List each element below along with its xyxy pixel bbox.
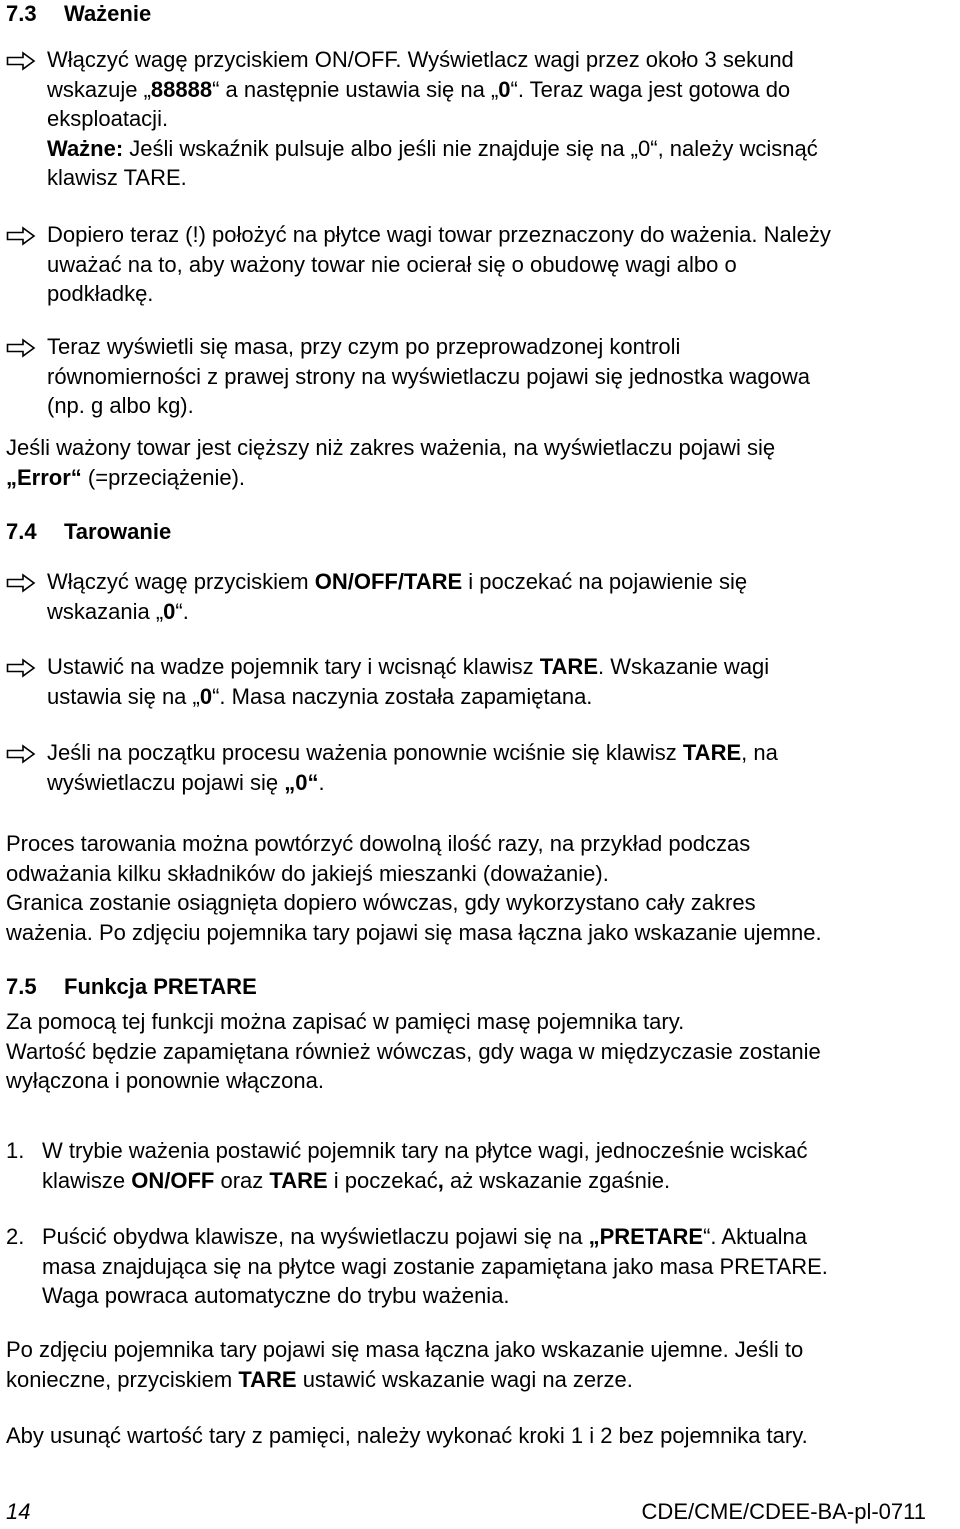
list-item-step-1 bbox=[0, 1136, 960, 1196]
arrow-bullet-icon bbox=[6, 744, 36, 764]
bullet-mass-display bbox=[6, 332, 960, 422]
text-line: W trybie ważenia postawić pojemnik tary na płytce wagi, jednocześnie wciskać bbox=[42, 1138, 808, 1163]
section-number: 7.5 bbox=[6, 974, 37, 999]
list-number: 2. bbox=[6, 1224, 25, 1249]
section-heading-7-3 bbox=[6, 0, 960, 28]
text-line: wyświetlaczu pojawi się „0“. bbox=[47, 769, 325, 795]
section-number: 7.4 bbox=[6, 519, 37, 544]
text-line: klawisze ON/OFF oraz TARE i poczekać, aż wskazanie zgaśnie. bbox=[42, 1167, 671, 1193]
arrow-bullet-icon bbox=[6, 226, 36, 246]
text-line: Dopiero teraz (!) położyć na płytce wagi towar przeznaczony do ważenia. Należy bbox=[47, 222, 831, 247]
text-line: „Error“ (=przeciążenie). bbox=[6, 464, 246, 490]
bullet-power-tare bbox=[6, 567, 960, 627]
text-line: Waga powraca automatyczne do trybu ważenia. bbox=[42, 1283, 510, 1308]
bullet-place-goods bbox=[6, 220, 960, 310]
text-line: wskazuje „88888“ a następnie ustawia się na „0“. Teraz waga jest gotowa do bbox=[47, 76, 791, 102]
error-label: „Error“ bbox=[6, 464, 82, 490]
text-line: Puścić obydwa klawisze, na wyświetlaczu pojawi się na „PRETARE“. Aktualna bbox=[42, 1224, 808, 1249]
text-line: klawisz TARE. bbox=[47, 165, 187, 190]
section-title: Ważenie bbox=[64, 1, 152, 26]
list-item-step-2 bbox=[0, 1222, 960, 1312]
text-line: Włączyć wagę przyciskiem ON/OFF/TARE i poczekać na pojawienie się bbox=[47, 569, 748, 594]
arrow-bullet-icon bbox=[6, 573, 36, 593]
text-line: wskazania „0“. bbox=[47, 598, 189, 624]
section-heading-7-4 bbox=[6, 518, 960, 546]
paragraph-pretare-negative bbox=[6, 1335, 960, 1394]
text-line: Po zdjęciu pojemnika tary pojawi się masa łączna jako wskazanie ujemne. Jeśli to bbox=[6, 1337, 804, 1362]
arrow-bullet-icon bbox=[6, 51, 36, 71]
bullet-power-on bbox=[6, 45, 960, 195]
text-line: uważać na to, aby ważony towar nie ocierał się o obudowę wagi albo o bbox=[47, 251, 737, 277]
text-line: równomierności z prawej strony na wyświetlaczu pojawi się jednostka wagowa bbox=[47, 363, 811, 389]
page-footer bbox=[0, 1499, 960, 1525]
text-line: Teraz wyświetli się masa, przy czym po przeprowadzonej kontroli bbox=[47, 334, 681, 359]
text-line: eksploatacji. bbox=[47, 106, 169, 131]
section-number: 7.3 bbox=[6, 1, 37, 26]
important-label: Ważne: bbox=[47, 135, 124, 161]
bullet-tare-container bbox=[6, 652, 960, 712]
section-title: Tarowanie bbox=[64, 519, 172, 544]
arrow-bullet-icon bbox=[6, 338, 36, 358]
paragraph-pretare-delete bbox=[6, 1421, 960, 1451]
text-line: konieczne, przyciskiem TARE ustawić wskazanie wagi na zerze. bbox=[6, 1366, 633, 1392]
text-line: (np. g albo kg). bbox=[47, 393, 194, 418]
text-line: Jeśli ważony towar jest cięższy niż zakres ważenia, na wyświetlaczu pojawi się bbox=[6, 435, 776, 460]
text-line: Jeśli na początku procesu ważenia ponownie wciśnie się klawisz TARE, na bbox=[47, 740, 778, 765]
text-line: ustawia się na „0“. Masa naczynia została zapamiętana. bbox=[47, 683, 593, 709]
text-line: ważenia. Po zdjęciu pojemnika tary pojawi się masa łączna jako wskazanie ujemne. bbox=[6, 919, 822, 945]
paragraph-tare-repeat bbox=[6, 829, 960, 947]
text-line: masa znajdująca się na płytce wagi zostanie zapamiętana jako masa PRETARE. bbox=[42, 1253, 828, 1279]
text-line: odważania kilku składników do jakiejś mieszanki (doważanie). bbox=[6, 860, 609, 886]
text-line: Ważne: Jeśli wskaźnik pulsuje albo jeśli nie znajduje się na „0“, należy wcisnąć bbox=[47, 135, 818, 161]
arrow-bullet-icon bbox=[6, 658, 36, 678]
text-line: Proces tarowania można powtórzyć dowolną ilość razy, na przykład podczas bbox=[6, 831, 751, 856]
text-line: Wartość będzie zapamiętana również wówczas, gdy waga w międzyczasie zostanie bbox=[6, 1038, 821, 1064]
page-number: 14 bbox=[6, 1499, 31, 1524]
text-line: Za pomocą tej funkcji można zapisać w pamięci masę pojemnika tary. bbox=[6, 1009, 685, 1034]
list-number: 1. bbox=[6, 1138, 25, 1163]
text-line: podkładkę. bbox=[47, 281, 154, 306]
section-title: Funkcja PRETARE bbox=[64, 974, 257, 999]
section-heading-7-5 bbox=[6, 973, 960, 1001]
paragraph-overload bbox=[6, 433, 960, 492]
bullet-tare-again bbox=[6, 738, 960, 798]
paragraph-pretare-intro bbox=[6, 1007, 960, 1096]
text-line: Granica zostanie osiągnięta dopiero wówczas, gdy wykorzystano cały zakres bbox=[6, 890, 756, 915]
text-line: Włączyć wagę przyciskiem ON/OFF. Wyświetlacz wagi przez około 3 sekund bbox=[47, 47, 794, 72]
document-code: CDE/CME/CDEE-BA-pl-0711 bbox=[641, 1499, 926, 1524]
text-line: Aby usunąć wartość tary z pamięci, należy wykonać kroki 1 i 2 bez pojemnika tary. bbox=[6, 1423, 808, 1448]
text-line: Ustawić na wadze pojemnik tary i wcisnąć klawisz TARE. Wskazanie wagi bbox=[47, 654, 770, 679]
text-line: wyłączona i ponownie włączona. bbox=[6, 1068, 324, 1093]
